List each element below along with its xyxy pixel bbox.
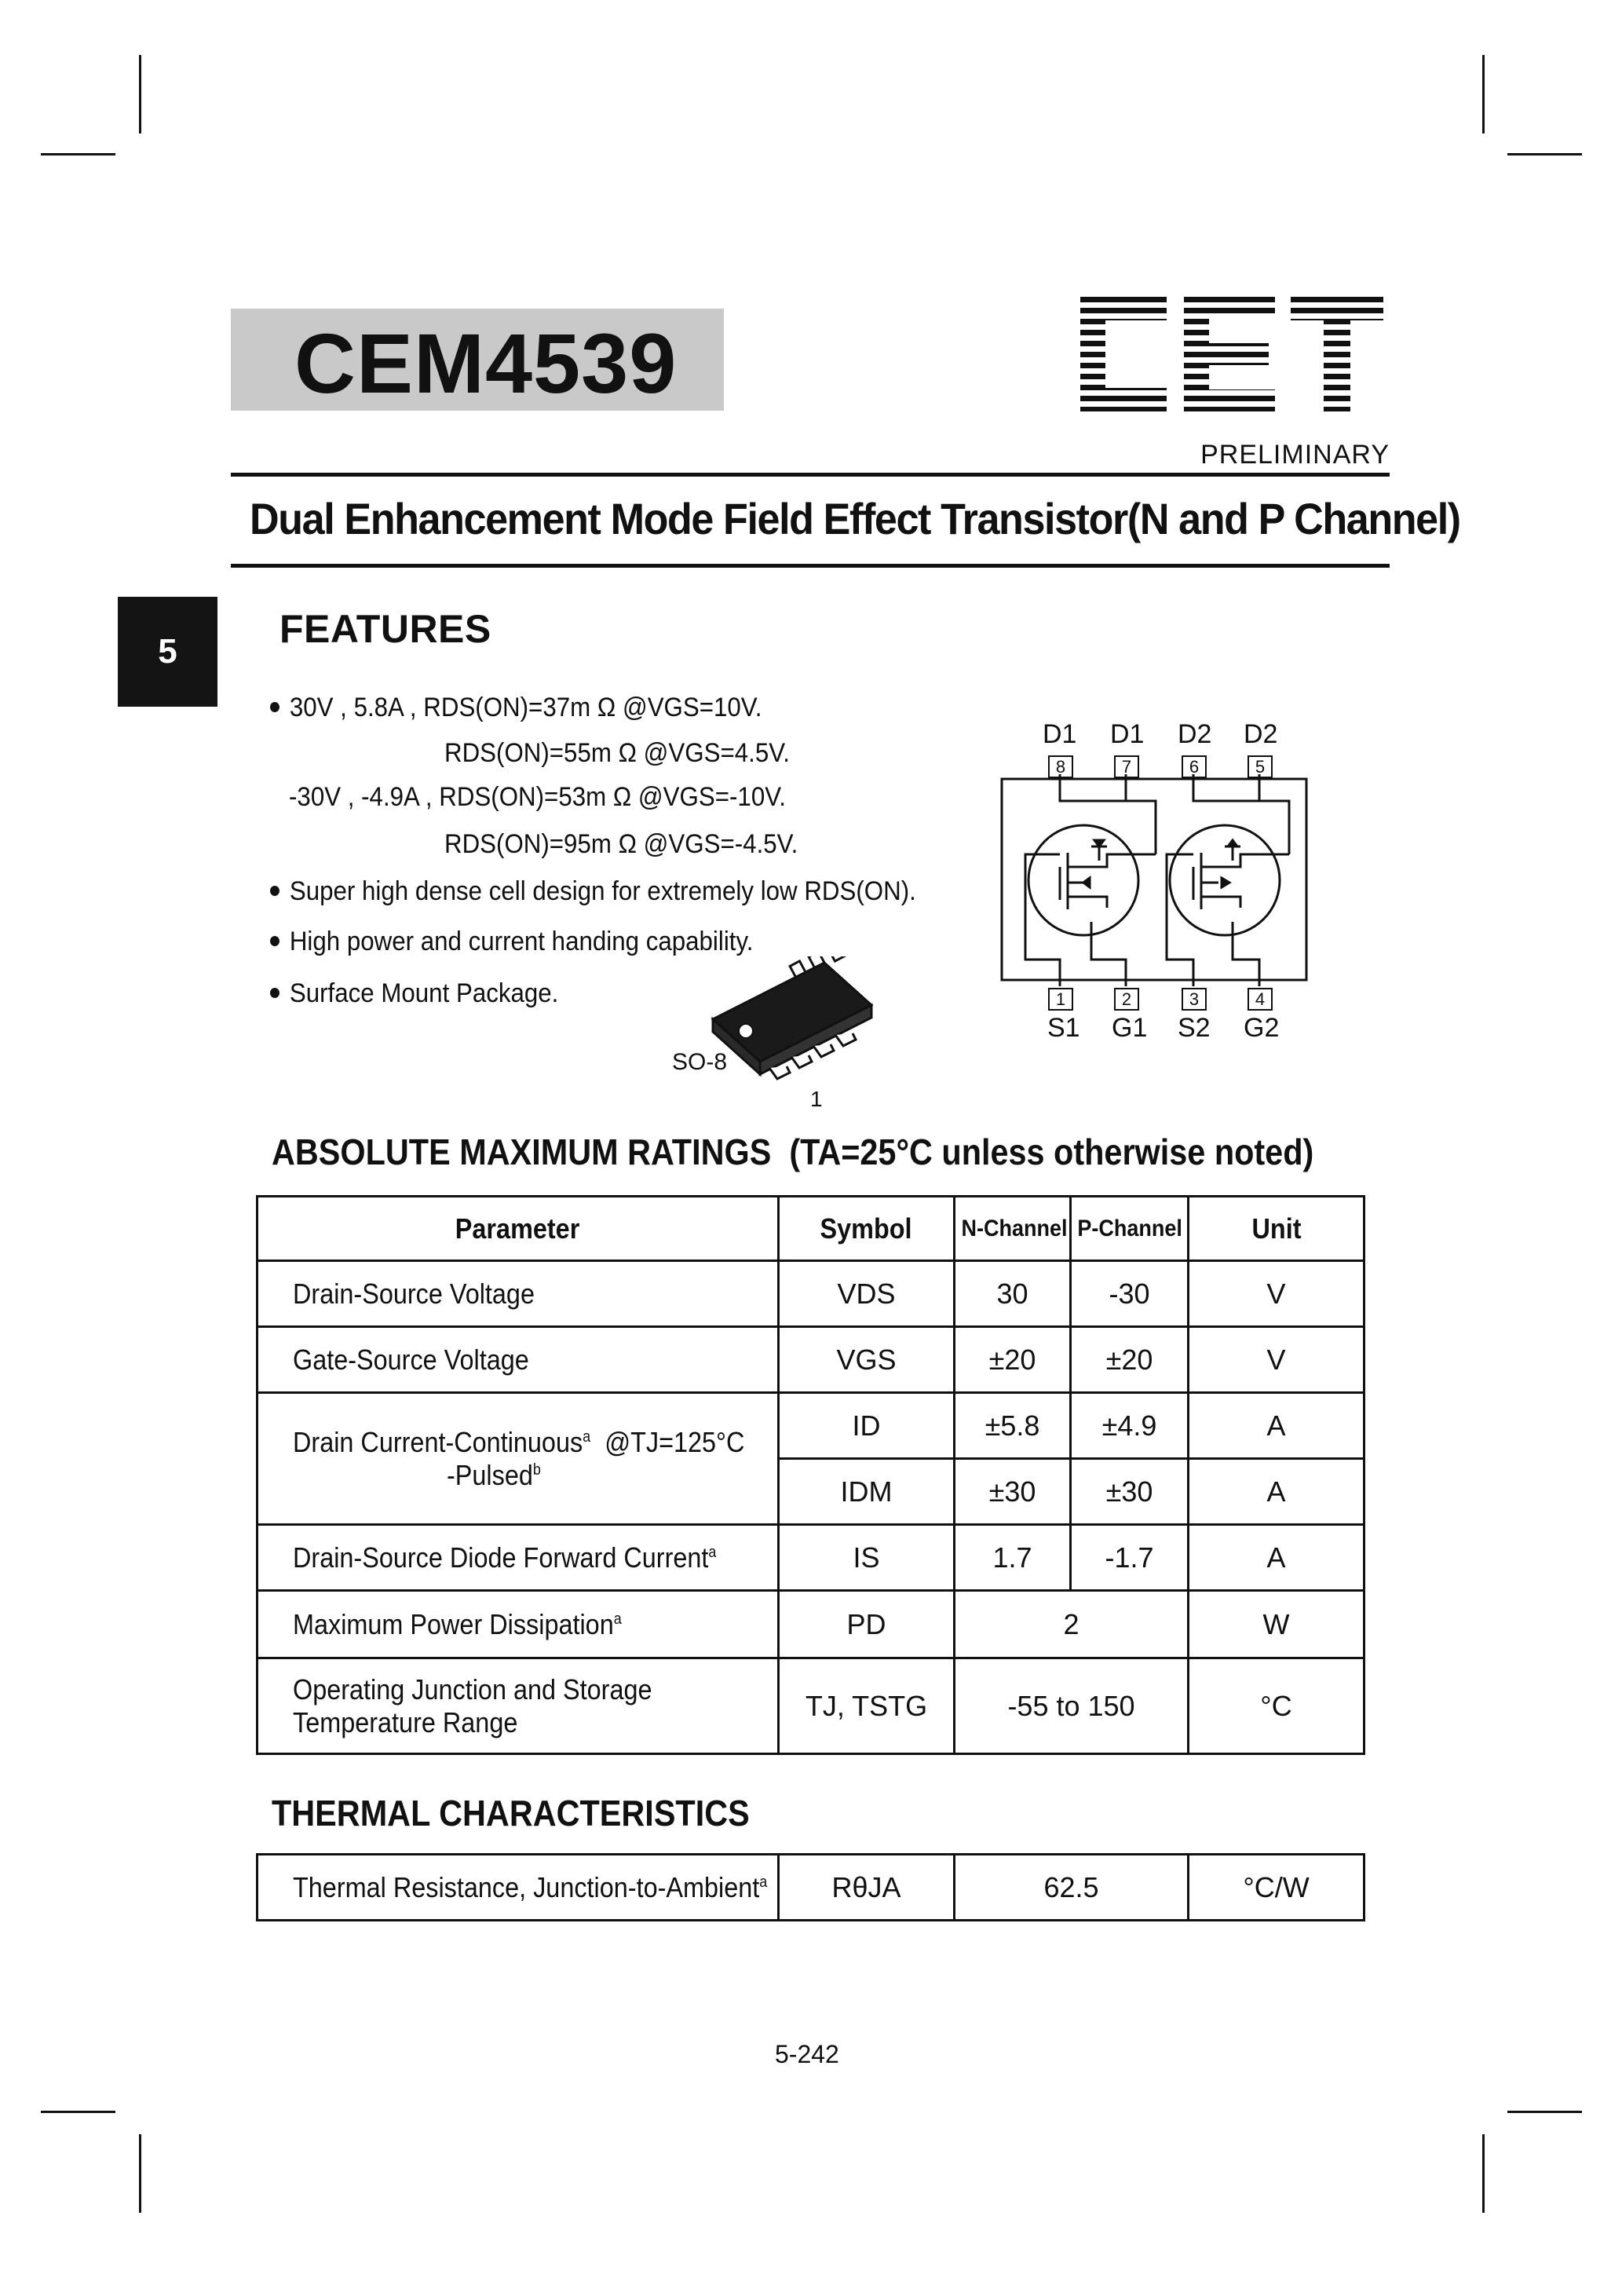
pin-number: 3 <box>1189 989 1200 1009</box>
bullet-icon <box>270 988 279 998</box>
parameter-cell: Drain Current-Continuous$^a$ @TJ=125°C -Pulsed$^b$ <box>258 1393 779 1525</box>
pin-name: D1 <box>1110 719 1145 749</box>
bullet-icon <box>270 936 279 946</box>
crop-mark <box>1507 153 1582 155</box>
section-tab: 5 <box>118 597 217 707</box>
pin-number-box <box>1182 988 1207 1011</box>
parameter-cell: Maximum Power Dissipation$^a$ <box>258 1591 779 1658</box>
table-row <box>258 1591 1364 1658</box>
pin-number: 6 <box>1189 757 1200 777</box>
pin-name: D2 <box>1178 719 1212 749</box>
unit-cell: V <box>1189 1261 1364 1327</box>
abs-max-condition: (TA=25°C unless otherwise noted) <box>789 1132 1314 1172</box>
bullet-icon <box>270 702 279 712</box>
pin-number: 2 <box>1121 989 1132 1009</box>
cet-logo-graphic <box>1080 297 1383 411</box>
crop-mark <box>41 2111 115 2113</box>
column-header: Parameter <box>258 1197 779 1261</box>
symbol-cell: VGS <box>779 1327 955 1393</box>
parameter-cell: Thermal Resistance, Junction-to-Ambient$^a$ <box>258 1855 779 1921</box>
symbol-cell: TJ, TSTG <box>779 1658 955 1754</box>
pin-number: 7 <box>1121 757 1132 777</box>
thermal-heading: THERMAL CHARACTERISTICS <box>272 1793 750 1834</box>
unit-cell: V <box>1189 1327 1364 1393</box>
symbol-cell: PD <box>779 1591 955 1658</box>
table-row <box>258 1525 1364 1591</box>
parameter-cell: Drain-Source Voltage <box>258 1261 779 1327</box>
pin-number: 1 <box>1055 989 1066 1009</box>
package-label: SO-8 <box>672 1049 728 1075</box>
chip-icon <box>707 956 895 1090</box>
header-rule-top <box>231 473 1390 477</box>
crop-mark <box>1482 55 1485 133</box>
crop-mark <box>139 55 141 133</box>
symbol-cell: IDM <box>779 1459 955 1525</box>
features-heading: FEATURES <box>279 607 491 651</box>
pin-label-bottom <box>1047 1013 1080 1044</box>
column-header: Unit <box>1189 1197 1364 1261</box>
pin-number: 4 <box>1255 989 1266 1009</box>
dual-mosfet-schematic <box>997 774 1311 986</box>
feature-bullet-text: Super high dense cell design for extremely low RDS(ON). <box>289 876 916 906</box>
symbol-cell: VDS <box>779 1261 955 1327</box>
p-channel-cell: -1.7 <box>1071 1525 1189 1591</box>
table-row <box>258 1261 1364 1327</box>
table-row <box>258 1855 1364 1921</box>
feature-spec-line <box>444 829 798 860</box>
cet-logo <box>1080 297 1383 411</box>
symbol-cell: ID <box>779 1393 955 1459</box>
pin-label-top <box>1244 719 1277 750</box>
crop-mark <box>139 2134 141 2213</box>
pin-number: 8 <box>1055 757 1066 777</box>
value-cell: 62.5 <box>955 1855 1189 1921</box>
pin-number-box <box>1048 988 1073 1011</box>
pin-label-bottom <box>1178 1013 1211 1044</box>
n-channel-cell: ±20 <box>955 1327 1071 1393</box>
pin-one-label: 1 <box>810 1087 823 1111</box>
pin-name: S1 <box>1047 1013 1080 1043</box>
n-channel-cell: 30 <box>955 1261 1071 1327</box>
unit-cell: A <box>1189 1459 1364 1525</box>
pin-number-box <box>1248 988 1273 1011</box>
thermal-table <box>256 1853 1365 1921</box>
unit-cell: A <box>1189 1393 1364 1459</box>
n-channel-cell: ±5.8 <box>955 1393 1071 1459</box>
p-channel-cell: -30 <box>1071 1261 1189 1327</box>
parameter-cell: Gate-Source Voltage <box>258 1327 779 1393</box>
abs-max-table <box>256 1195 1365 1755</box>
parameter-cell: Operating Junction and Storage Temperature Range <box>258 1658 779 1754</box>
pin-name: G1 <box>1112 1013 1148 1043</box>
table-header-row <box>258 1197 1364 1261</box>
p-channel-cell: ±20 <box>1071 1327 1189 1393</box>
feature-bullet-text: High power and current handing capability. <box>289 927 754 956</box>
p-channel-cell: ±4.9 <box>1071 1393 1189 1459</box>
abs-max-title: ABSOLUTE MAXIMUM RATINGS <box>272 1132 772 1172</box>
page-number: 5-242 <box>775 2040 839 2068</box>
table-row <box>258 1393 1364 1459</box>
feature-bullet <box>270 978 558 1009</box>
column-header: Symbol <box>779 1197 955 1261</box>
pin-label-top <box>1043 719 1076 750</box>
p-channel-cell: ±30 <box>1071 1459 1189 1525</box>
feature-spec-text: 30V , 5.8A , RDS(ON)=37m Ω @VGS=10V. <box>289 693 762 722</box>
pin-name: D2 <box>1244 719 1278 749</box>
n-channel-cell: ±30 <box>955 1459 1071 1525</box>
feature-spec-text: RDS(ON)=55m Ω @VGS=4.5V. <box>444 738 790 768</box>
feature-bullet <box>270 927 753 957</box>
pin-name: D1 <box>1043 719 1077 749</box>
crop-mark <box>1507 2111 1582 2113</box>
feature-spec-line <box>444 738 790 769</box>
crop-mark <box>41 153 115 155</box>
pin-label-bottom <box>1244 1013 1279 1044</box>
pin-name: S2 <box>1178 1013 1211 1043</box>
part-number: CEM4539 <box>294 316 678 411</box>
so8-package-illustration <box>707 956 895 1090</box>
combined-value-cell: 2 <box>955 1591 1189 1658</box>
feature-spec-line <box>270 693 762 723</box>
pin-label-top <box>1178 719 1211 750</box>
pin-number: 5 <box>1255 757 1266 777</box>
unit-cell: °C <box>1189 1658 1364 1754</box>
feature-spec-text: RDS(ON)=95m Ω @VGS=-4.5V. <box>444 829 798 859</box>
abs-max-heading <box>272 1131 1313 1173</box>
feature-bullet-text: Surface Mount Package. <box>289 978 559 1008</box>
parameter-cell: Drain-Source Diode Forward Current$^a$ <box>258 1525 779 1591</box>
table-row <box>258 1327 1364 1393</box>
column-header: P-Channel <box>1071 1197 1189 1261</box>
pin-number-box <box>1114 988 1139 1011</box>
table-row <box>258 1658 1364 1754</box>
combined-value-cell: -55 to 150 <box>955 1658 1189 1754</box>
unit-cell: A <box>1189 1525 1364 1591</box>
pin-label-bottom <box>1112 1013 1147 1044</box>
unit-cell: W <box>1189 1591 1364 1658</box>
feature-bullet <box>270 876 916 907</box>
status-label: PRELIMINARY <box>1200 440 1390 470</box>
pin-label-top <box>1110 719 1144 750</box>
column-header: N-Channel <box>955 1197 1071 1261</box>
bullet-icon <box>270 886 279 896</box>
document-title: Dual Enhancement Mode Field Effect Transistor(N and P Channel) <box>250 494 1460 543</box>
symbol-cell: IS <box>779 1525 955 1591</box>
crop-mark <box>1482 2134 1485 2213</box>
feature-spec-text: -30V , -4.9A , RDS(ON)=53m Ω @VGS=-10V. <box>289 782 786 812</box>
header-rule-bottom <box>231 564 1390 568</box>
unit-cell: °C/W <box>1189 1855 1364 1921</box>
pinout-schematic <box>997 774 1311 986</box>
n-channel-cell: 1.7 <box>955 1525 1071 1591</box>
symbol-cell: RθJA <box>779 1855 955 1921</box>
feature-spec-line <box>289 782 786 813</box>
pin-name: G2 <box>1244 1013 1280 1043</box>
